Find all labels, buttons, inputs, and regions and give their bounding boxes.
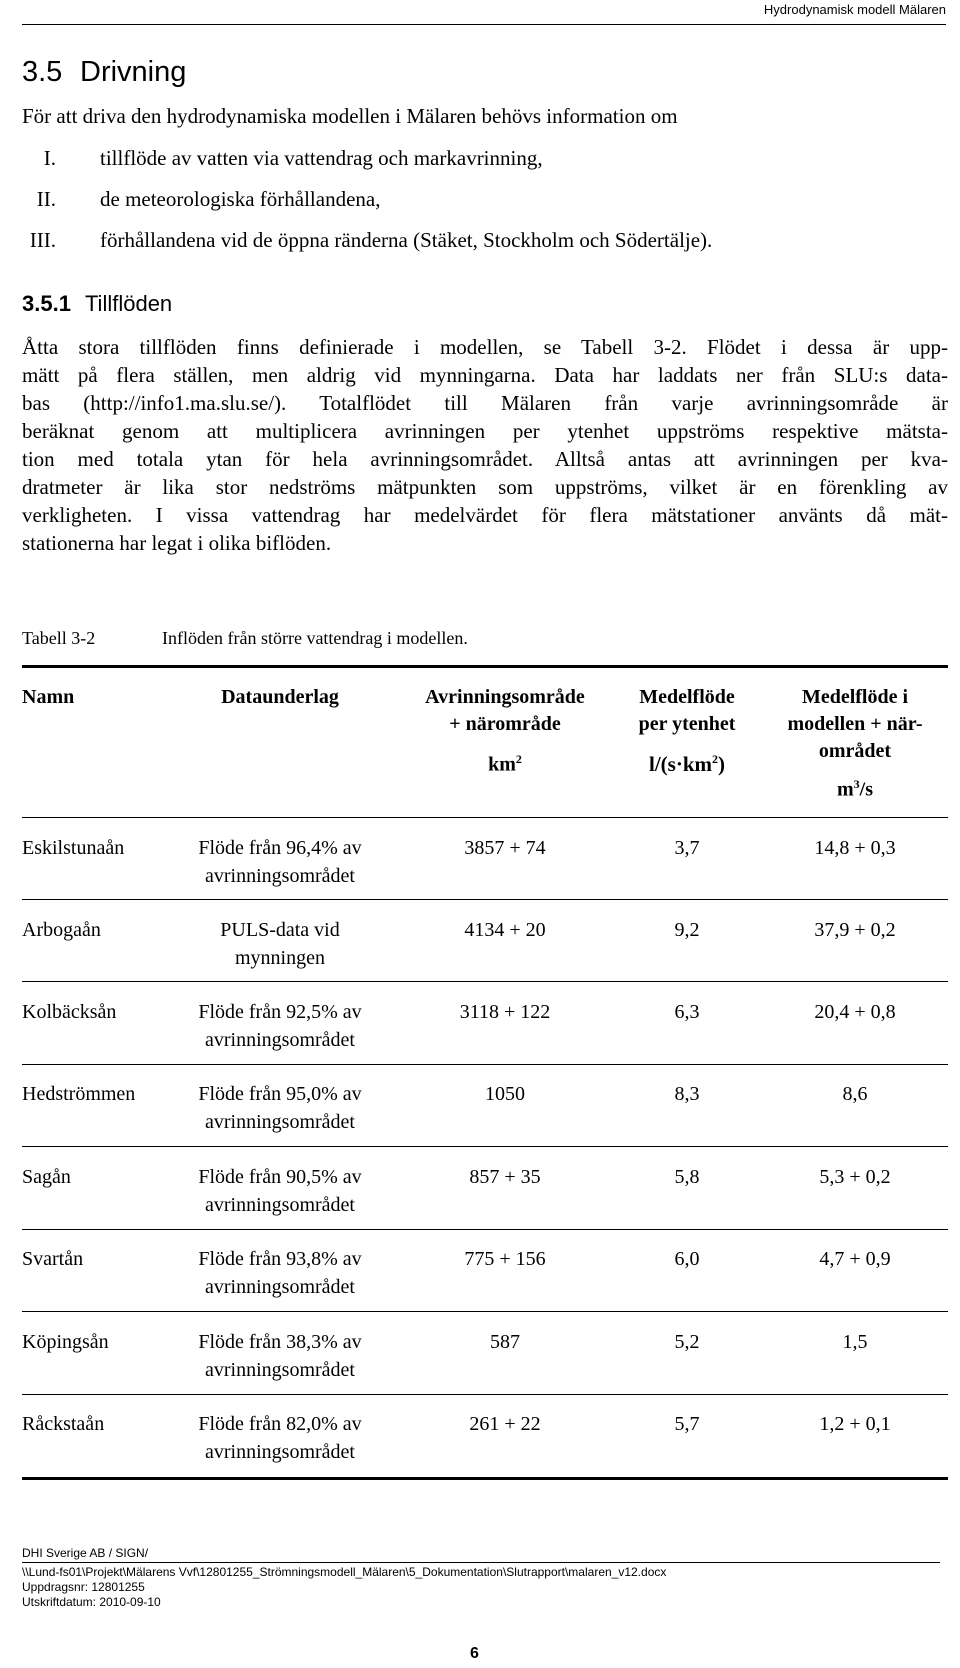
table-top-rule bbox=[22, 665, 948, 668]
header-line: per ytenhet bbox=[638, 713, 736, 735]
footer-rule bbox=[22, 1562, 940, 1563]
list-text: tillflöde av vatten via vattendrag och markavrinning, bbox=[100, 146, 543, 170]
cell-dataunderlag: Flöde från 90,5% av avrinningsområdet bbox=[198, 1166, 362, 1216]
cell-medelflode-ytenhet: 6,3 bbox=[674, 1001, 700, 1023]
cell-dataunderlag: Flöde från 96,4% av avrinningsområdet bbox=[198, 837, 362, 887]
header-namn: Namn bbox=[22, 686, 75, 708]
section-heading bbox=[22, 56, 186, 89]
cell-namn: Sagån bbox=[22, 1166, 71, 1188]
table-bottom-rule bbox=[22, 1477, 948, 1480]
footer-company: DHI Sverige AB / SIGN/ bbox=[22, 1546, 149, 1560]
cell-medelflode-modellen: 8,6 bbox=[842, 1083, 868, 1105]
page-number: 6 bbox=[470, 1645, 479, 1662]
row-rule bbox=[22, 981, 948, 982]
cell-dataunderlag: Flöde från 93,8% av avrinningsområdet bbox=[198, 1248, 362, 1298]
header-medelflode-modellen bbox=[770, 684, 940, 804]
cell-namn: Arbogaån bbox=[22, 919, 101, 941]
cell-namn: Köpingsån bbox=[22, 1331, 109, 1353]
section-number: 3.5 bbox=[22, 56, 63, 88]
row-rule bbox=[22, 1146, 948, 1147]
paragraph-line: beräknat genom att multiplicera avrinningen per ytenhet uppströms respektive mätsta- bbox=[22, 419, 948, 443]
intro-text: För att driva den hydrodynamiska modellen i Mälaren behövs information om bbox=[22, 104, 678, 128]
footer-print-date: Utskriftdatum: 2010-09-10 bbox=[22, 1595, 161, 1609]
subsection-heading bbox=[22, 291, 172, 317]
header-dataunderlag: Dataunderlag bbox=[221, 686, 339, 708]
cell-dataunderlag: PULS-data vid mynningen bbox=[220, 919, 340, 969]
cell-avrinningsomrade: 261 + 22 bbox=[469, 1413, 541, 1435]
cell-dataunderlag: Flöde från 82,0% av avrinningsområdet bbox=[198, 1413, 362, 1463]
cell-avrinningsomrade: 3857 + 74 bbox=[464, 837, 546, 859]
subsection-title: Tillflöden bbox=[84, 291, 173, 316]
cell-namn: Eskilstunaån bbox=[22, 837, 125, 859]
table-header-rule bbox=[22, 817, 948, 818]
cell-avrinningsomrade: 857 + 35 bbox=[469, 1166, 541, 1188]
list-numeral: II. bbox=[36, 187, 56, 211]
cell-avrinningsomrade: 587 bbox=[490, 1331, 520, 1353]
header-unit: $l/(s\cdot km^2)$ bbox=[648, 752, 725, 776]
cell-dataunderlag: Flöde från 92,5% av avrinningsområdet bbox=[198, 1001, 362, 1051]
cell-namn: Hedströmmen bbox=[22, 1083, 136, 1105]
cell-medelflode-modellen: 1,2 + 0,1 bbox=[819, 1413, 891, 1435]
list-text: de meteorologiska förhållandena, bbox=[100, 187, 381, 211]
row-rule bbox=[22, 1229, 948, 1230]
section-title: Drivning bbox=[80, 56, 187, 88]
cell-medelflode-modellen: 20,4 + 0,8 bbox=[814, 1001, 896, 1023]
cell-medelflode-modellen: 5,3 + 0,2 bbox=[819, 1166, 891, 1188]
cell-medelflode-modellen: 14,8 + 0,3 bbox=[814, 837, 896, 859]
cell-medelflode-modellen: 4,7 + 0,9 bbox=[819, 1248, 891, 1270]
list-numeral: III. bbox=[29, 228, 56, 252]
paragraph-line: dratmeter är lika stor nedströms mätpunkten som uppströms, vilket är en förenkling av bbox=[22, 475, 948, 499]
cell-avrinningsomrade: 3118 + 122 bbox=[459, 1001, 551, 1023]
table-caption-label: Tabell 3-2 bbox=[22, 628, 96, 648]
cell-avrinningsomrade: 775 + 156 bbox=[464, 1248, 546, 1270]
footer-assignment: Uppdragsnr: 12801255 bbox=[22, 1580, 145, 1594]
cell-dataunderlag: Flöde från 95,0% av avrinningsområdet bbox=[198, 1083, 362, 1133]
header-line: + närområde bbox=[449, 713, 561, 735]
header-unit: $m^3/s$ bbox=[836, 777, 873, 801]
cell-medelflode-ytenhet: 5,2 bbox=[674, 1331, 700, 1353]
cell-medelflode-ytenhet: 5,8 bbox=[674, 1166, 700, 1188]
header-avrinningsomrade bbox=[400, 684, 610, 779]
paragraph-line: bas (http://info1.ma.slu.se/). Totalflödet till Mälaren från varje avrinningsområde är bbox=[22, 391, 948, 415]
paragraph-line: mätt på flera ställen, men aldrig vid mynningarna. Data har laddats ner från SLU:s data- bbox=[22, 363, 948, 387]
header-unit: $km^2$ bbox=[488, 752, 522, 776]
cell-avrinningsomrade: 4134 + 20 bbox=[464, 919, 546, 941]
paragraph-line: tion med totala ytan för hela avrinningsområdet. Alltså antas att avrinningen per kva- bbox=[22, 447, 948, 471]
paragraph-line: verkligheten. I vissa vattendrag har medelvärdet för flera mätstationer använts då mät- bbox=[22, 503, 948, 527]
row-rule bbox=[22, 1064, 948, 1065]
cell-medelflode-ytenhet: 8,3 bbox=[674, 1083, 700, 1105]
cell-dataunderlag: Flöde från 38,3% av avrinningsområdet bbox=[198, 1331, 362, 1381]
body-paragraph bbox=[22, 333, 948, 557]
cell-medelflode-ytenhet: 3,7 bbox=[674, 837, 700, 859]
header-rule bbox=[22, 24, 946, 25]
cell-avrinningsomrade: 1050 bbox=[485, 1083, 525, 1105]
header-line: Medelflöde bbox=[639, 686, 735, 708]
header-line: Medelflöde i bbox=[801, 686, 909, 708]
cell-namn: Kolbäcksån bbox=[22, 1001, 117, 1023]
cell-namn: Svartån bbox=[22, 1248, 84, 1270]
cell-medelflode-modellen: 37,9 + 0,2 bbox=[814, 919, 896, 941]
running-header: Hydrodynamisk modell Mälaren bbox=[763, 2, 946, 17]
list-numeral: I. bbox=[43, 146, 56, 170]
cell-medelflode-ytenhet: 5,7 bbox=[674, 1413, 700, 1435]
cell-medelflode-ytenhet: 9,2 bbox=[674, 919, 700, 941]
row-rule bbox=[22, 1394, 948, 1395]
cell-namn: Råckstaån bbox=[22, 1413, 105, 1435]
subsection-number: 3.5.1 bbox=[22, 291, 71, 316]
paragraph-line: Åtta stora tillflöden finns definierade i modellen, se Tabell 3-2. Flödet i dessa är upp- bbox=[22, 335, 948, 359]
paragraph-line: stationerna har legat i olika biflöden. bbox=[22, 531, 332, 555]
footer-path: \\Lund-fs01\Projekt\Mälarens Vvf\12801255_Strömningsmodell_Mälaren\5_Dokumentation\Slutrapport\malaren_v12.docx bbox=[22, 1565, 667, 1579]
list-text: förhållandena vid de öppna ränderna (Stäket, Stockholm och Södertälje). bbox=[100, 228, 713, 252]
header-line: modellen + när- bbox=[787, 713, 923, 735]
header-line: Avrinningsområde bbox=[425, 686, 585, 708]
header-line: området bbox=[818, 740, 892, 762]
header-medelflode-ytenhet bbox=[612, 684, 762, 778]
cell-medelflode-ytenhet: 6,0 bbox=[674, 1248, 700, 1270]
row-rule bbox=[22, 1311, 948, 1312]
row-rule bbox=[22, 899, 948, 900]
cell-medelflode-modellen: 1,5 bbox=[842, 1331, 868, 1353]
table-caption-text: Inflöden från större vattendrag i modellen. bbox=[162, 628, 468, 648]
